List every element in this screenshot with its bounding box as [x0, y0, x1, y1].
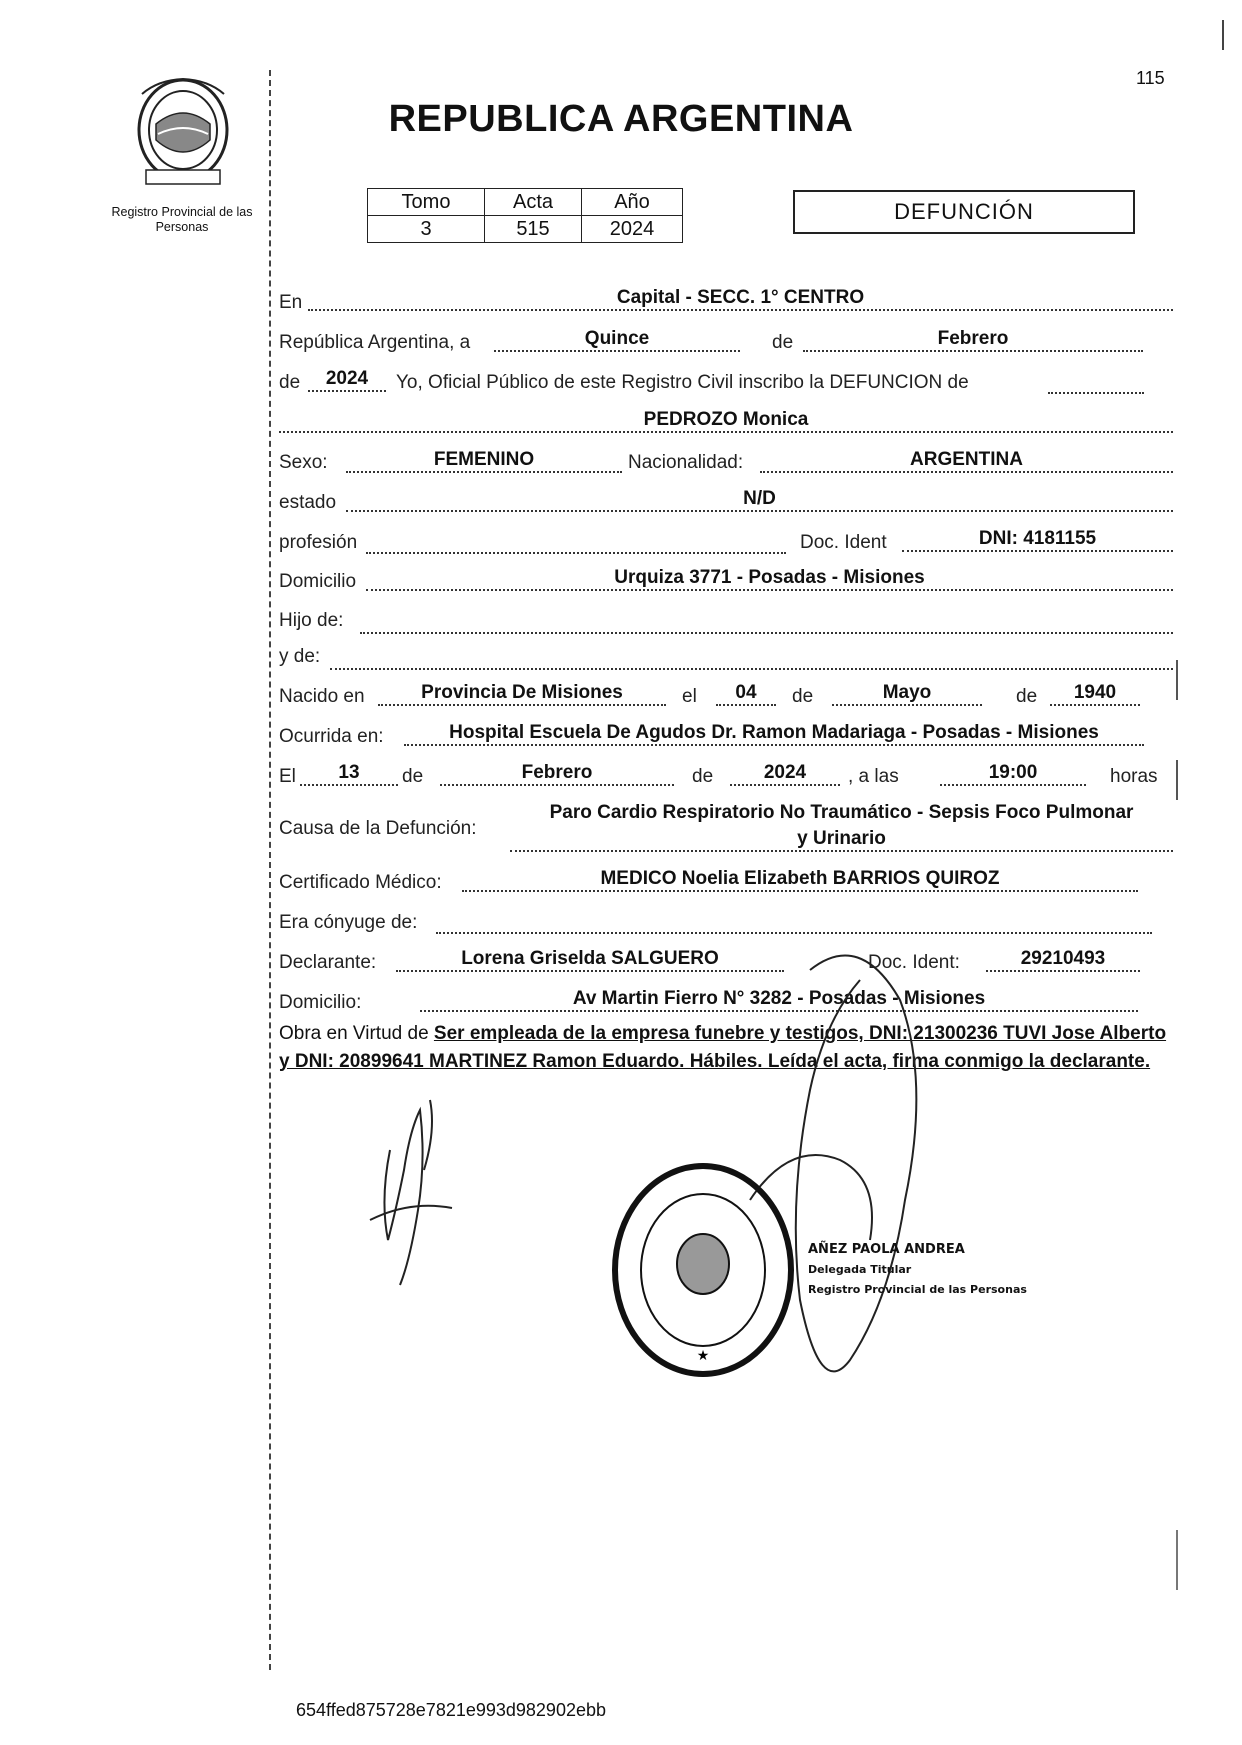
def-de2: de — [692, 766, 714, 787]
record-id-table — [367, 188, 683, 243]
hijo-label: Hijo de: — [279, 610, 344, 631]
obra-text: Ser empleada de la empresa funebre y testigos, DNI: 21300236 TUVI Jose Alberto y DNI: 20899641 MARTINEZ Ramon Eduardo. Hábiles. Leída el acta, firma conmigo la declarante. — [279, 1023, 1167, 1072]
scan-mark — [1222, 20, 1224, 50]
rep-label: República Argentina, a — [279, 332, 471, 353]
cert-label: Certificado Médico: — [279, 872, 442, 893]
deceased-name: PEDROZO Monica — [279, 409, 1173, 433]
doc-value: DNI: 4181155 — [902, 528, 1173, 552]
scan-mark — [1176, 660, 1178, 700]
scan-mark — [1176, 1530, 1178, 1590]
sexo-value: FEMENINO — [346, 449, 622, 473]
en-value: Capital - SECC. 1° CENTRO — [308, 287, 1173, 311]
cert-value: MEDICO Noelia Elizabeth BARRIOS QUIROZ — [462, 868, 1138, 892]
def-hora: 19:00 — [940, 762, 1086, 786]
decl-doc-label: Doc. Ident: — [868, 952, 960, 973]
yde-value — [330, 648, 1173, 670]
yde-label: y de: — [279, 646, 321, 667]
decl-doc-value: 29210493 — [986, 948, 1140, 972]
registry-name: Registro Provincial de las Personas — [111, 205, 253, 234]
declarante-label: Declarante: — [279, 952, 377, 973]
profesion-value — [366, 532, 786, 554]
domicilio-label: Domicilio — [279, 571, 357, 592]
def-anio: 2024 — [730, 762, 840, 786]
registry-stamp-icon — [608, 1160, 798, 1380]
margin-line — [269, 70, 271, 1670]
officer-line2: Delegada Titular — [808, 1263, 912, 1276]
oficial-text: Yo, Oficial Público de este Registro Civil inscribo la DEFUNCION de — [396, 372, 969, 393]
obra-paragraph — [279, 1020, 1173, 1076]
nacionalidad-label: Nacionalidad: — [628, 452, 744, 473]
def-mes: Febrero — [440, 762, 674, 786]
causa-line2: y Urinario — [510, 828, 1173, 852]
causa-line1: Paro Cardio Respiratorio No Traumático - Sepsis Foco Pulmonar — [549, 802, 1134, 823]
domicilio2-label: Domicilio: — [279, 992, 362, 1013]
oficial-dots — [1048, 374, 1144, 394]
officer-stamp-block — [808, 1240, 1027, 1300]
ocurrida-label: Ocurrida en: — [279, 726, 384, 747]
en-label: En — [279, 292, 303, 313]
ocurrida-value: Hospital Escuela De Agudos Dr. Ramon Madariaga - Posadas - Misiones — [404, 722, 1144, 746]
anio-value: 2024 — [582, 216, 683, 243]
page-number: 115 — [1136, 68, 1165, 88]
profesion-label: profesión — [279, 532, 358, 553]
document-hash: 654ffed875728e7821e993d982902ebb — [296, 1700, 606, 1720]
estado-label: estado — [279, 492, 337, 513]
el-label: el — [682, 686, 697, 707]
conyuge-value — [436, 912, 1152, 934]
def-de1: de — [402, 766, 424, 787]
estado-value: N/D — [346, 488, 1173, 512]
horas-label: horas — [1110, 766, 1158, 787]
sexo-label: Sexo: — [279, 452, 328, 473]
causa-label: Causa de la Defunción: — [279, 818, 477, 839]
nac-dia: 04 — [716, 682, 776, 706]
year-value: 2024 — [308, 368, 386, 392]
tomo-value: 3 — [368, 216, 485, 243]
scan-mark — [1176, 760, 1178, 800]
day-words: Quince — [494, 328, 740, 352]
domicilio-value: Urquiza 3771 - Posadas - Misiones — [366, 567, 1173, 591]
anio-header: Año — [582, 189, 683, 216]
year-prefix: de — [279, 372, 301, 393]
nacido-label: Nacido en — [279, 686, 365, 707]
el2-label: El — [279, 766, 296, 787]
nac-mes: Mayo — [832, 682, 982, 706]
tomo-header: Tomo — [368, 189, 485, 216]
def-dia: 13 — [300, 762, 398, 786]
conyuge-label: Era cónyuge de: — [279, 912, 418, 933]
de-label: de — [772, 332, 794, 353]
declarant-signature-icon — [360, 1090, 480, 1290]
doc-label: Doc. Ident — [800, 532, 887, 553]
nac-anio: 1940 — [1050, 682, 1140, 706]
officer-line1: AÑEZ PAOLA ANDREA — [808, 1242, 965, 1257]
page-title: REPUBLICA ARGENTINA — [388, 98, 854, 140]
nac-de1: de — [792, 686, 814, 707]
nac-de2: de — [1016, 686, 1038, 707]
officer-line3: Registro Provincial de las Personas — [808, 1283, 1027, 1296]
domicilio2-value: Av Martin Fierro N° 3282 - Posadas - Misiones — [420, 988, 1138, 1012]
obra-label: Obra en Virtud de — [279, 1023, 429, 1044]
nacionalidad-value: ARGENTINA — [760, 449, 1173, 473]
svg-text:★: ★ — [696, 1348, 710, 1364]
declarante-value: Lorena Griselda SALGUERO — [396, 948, 784, 972]
record-type-box: DEFUNCIÓN — [793, 190, 1135, 234]
acta-header: Acta — [485, 189, 582, 216]
hijo-value — [360, 612, 1173, 634]
alas-label: , a las — [848, 766, 899, 787]
acta-value: 515 — [485, 216, 582, 243]
nacido-lugar: Provincia De Misiones — [378, 682, 666, 706]
month-value: Febrero — [803, 328, 1143, 352]
